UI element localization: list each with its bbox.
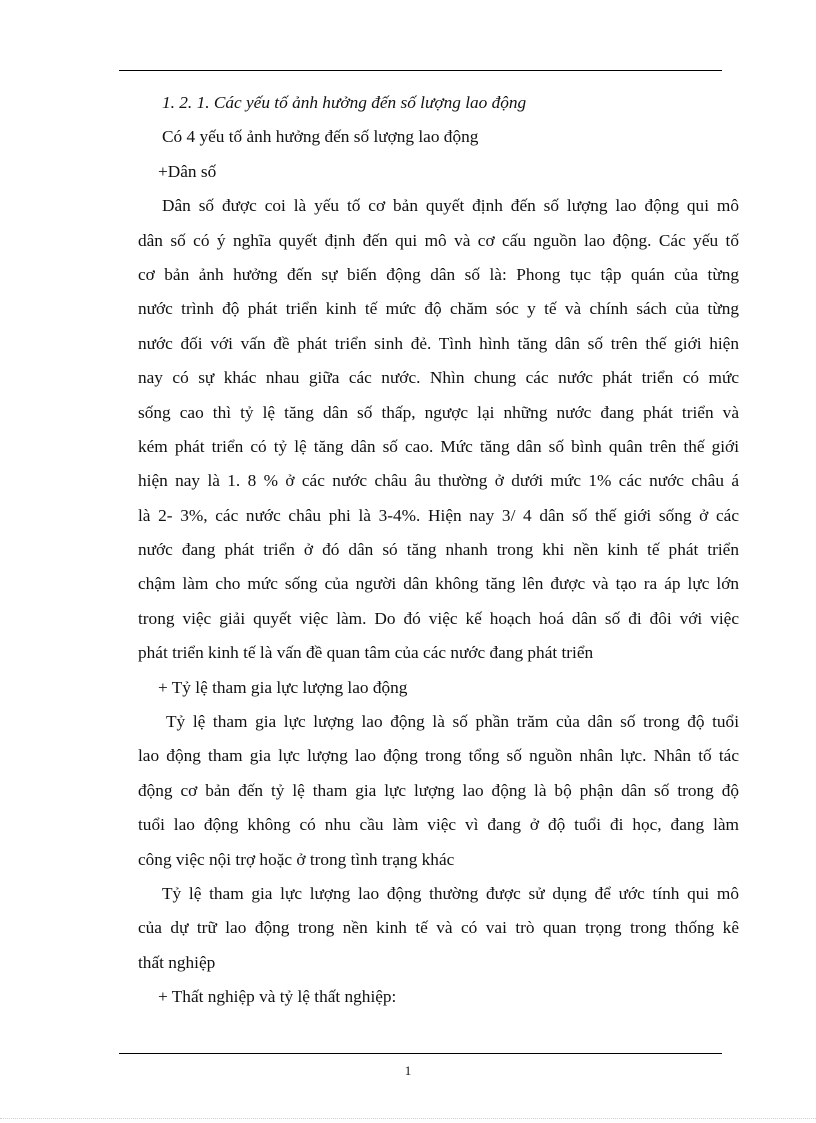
paragraph-line: nước trình độ phát triển kinh tế mức độ chăm sóc y tế và chính sách của từng <box>138 299 739 319</box>
intro-sentence: Có 4 yếu tố ảnh hưởng đến số lượng lao động <box>162 127 479 147</box>
footer-rule <box>119 1053 722 1054</box>
factor-participation-title: + Tỷ lệ tham gia lực lượng lao động <box>158 677 408 697</box>
page-number: 1 <box>404 1063 412 1078</box>
paragraph-line: nay có sự khác nhau giữa các nước. Nhìn chung các nước phát triển có mức <box>138 368 739 388</box>
paragraph-line: thất nghiệp <box>138 952 216 972</box>
paragraph-line: cơ bản ảnh hưởng đến sự biến động dân số là: Phong tục tập quán của từng <box>138 264 739 284</box>
paragraph-line: nước đối với vấn đề phát triển sinh đẻ. Tình hình tăng dân số trên thế giới hiện <box>138 333 739 353</box>
paragraph-line: Dân số được coi là yếu tố cơ bản quyết định đến số lượng lao động qui mô <box>162 196 739 216</box>
paragraph-line: sống cao thì tỷ lệ tăng dân số thấp, ngược lại những nước đang phát triển và <box>138 402 739 422</box>
participation-usage-paragraph <box>138 877 739 980</box>
paragraph-line: kém phát triển có tỷ lệ tăng dân số cao. Mức tăng dân số bình quân trên thế giới <box>138 436 739 456</box>
population-paragraph <box>138 189 739 670</box>
paragraph-line: lao động tham gia lực lượng lao động trong tổng số nguồn nhân lực. Nhân tố tác <box>138 746 739 766</box>
paragraph-line: Tỷ lệ tham gia lực lượng lao động là số phần trăm của dân số trong độ tuổi <box>166 712 739 732</box>
paragraph-line: trong việc giải quyết việc làm. Do đó việc kế hoạch hoá dân số đi đôi với việc <box>138 608 739 628</box>
paragraph-line: động cơ bản đến tỷ lệ tham gia lực lượng lao động là bộ phận dân số trong độ <box>138 780 739 800</box>
paragraph-line: Tỷ lệ tham gia lực lượng lao động thường được sử dụng để ước tính qui mô <box>162 883 739 903</box>
paragraph-line: tuổi lao động không có nhu cầu làm việc vì đang ở độ tuổi đi học, đang làm <box>138 815 739 835</box>
paragraph-line: hiện nay là 1. 8 % ở các nước châu âu thường ở dưới mức 1% các nước châu á <box>138 471 739 491</box>
factor-population-title: +Dân số <box>158 161 217 181</box>
page-break-line <box>0 1118 816 1119</box>
paragraph-line: nước đang phát triển ở đó dân só tăng nhanh trong khi nền kinh tế phát triển <box>138 540 739 560</box>
section-heading: 1. 2. 1. Các yếu tố ảnh hưởng đến số lượng lao động <box>162 93 527 112</box>
paragraph-line: là 2- 3%, các nước châu phi là 3-4%. Hiện nay 3/ 4 dân số thế giới sống ở các <box>138 505 739 525</box>
paragraph-line: phát triển kinh tế là vấn đề quan tâm của các nước đang phát triển <box>138 643 594 663</box>
paragraph-line: công việc nội trợ hoặc ở trong tình trạng khác <box>138 849 455 869</box>
factor-unemployment-title: + Thất nghiệp và tỷ lệ thất nghiệp: <box>158 987 397 1007</box>
participation-paragraph <box>138 705 739 877</box>
paragraph-line: dân số có ý nghĩa quyết định đến qui mô và cơ cấu nguồn lao động. Các yếu tố <box>138 230 739 250</box>
paragraph-line: chậm làm cho mức sống của người dân không tăng lên được và tạo ra áp lực lớn <box>138 574 739 594</box>
page-body <box>138 86 739 1015</box>
header-rule <box>119 70 722 71</box>
paragraph-line: của dự trữ lao động trong nền kinh tế và có vai trò quan trọng trong thống kê <box>138 918 739 938</box>
